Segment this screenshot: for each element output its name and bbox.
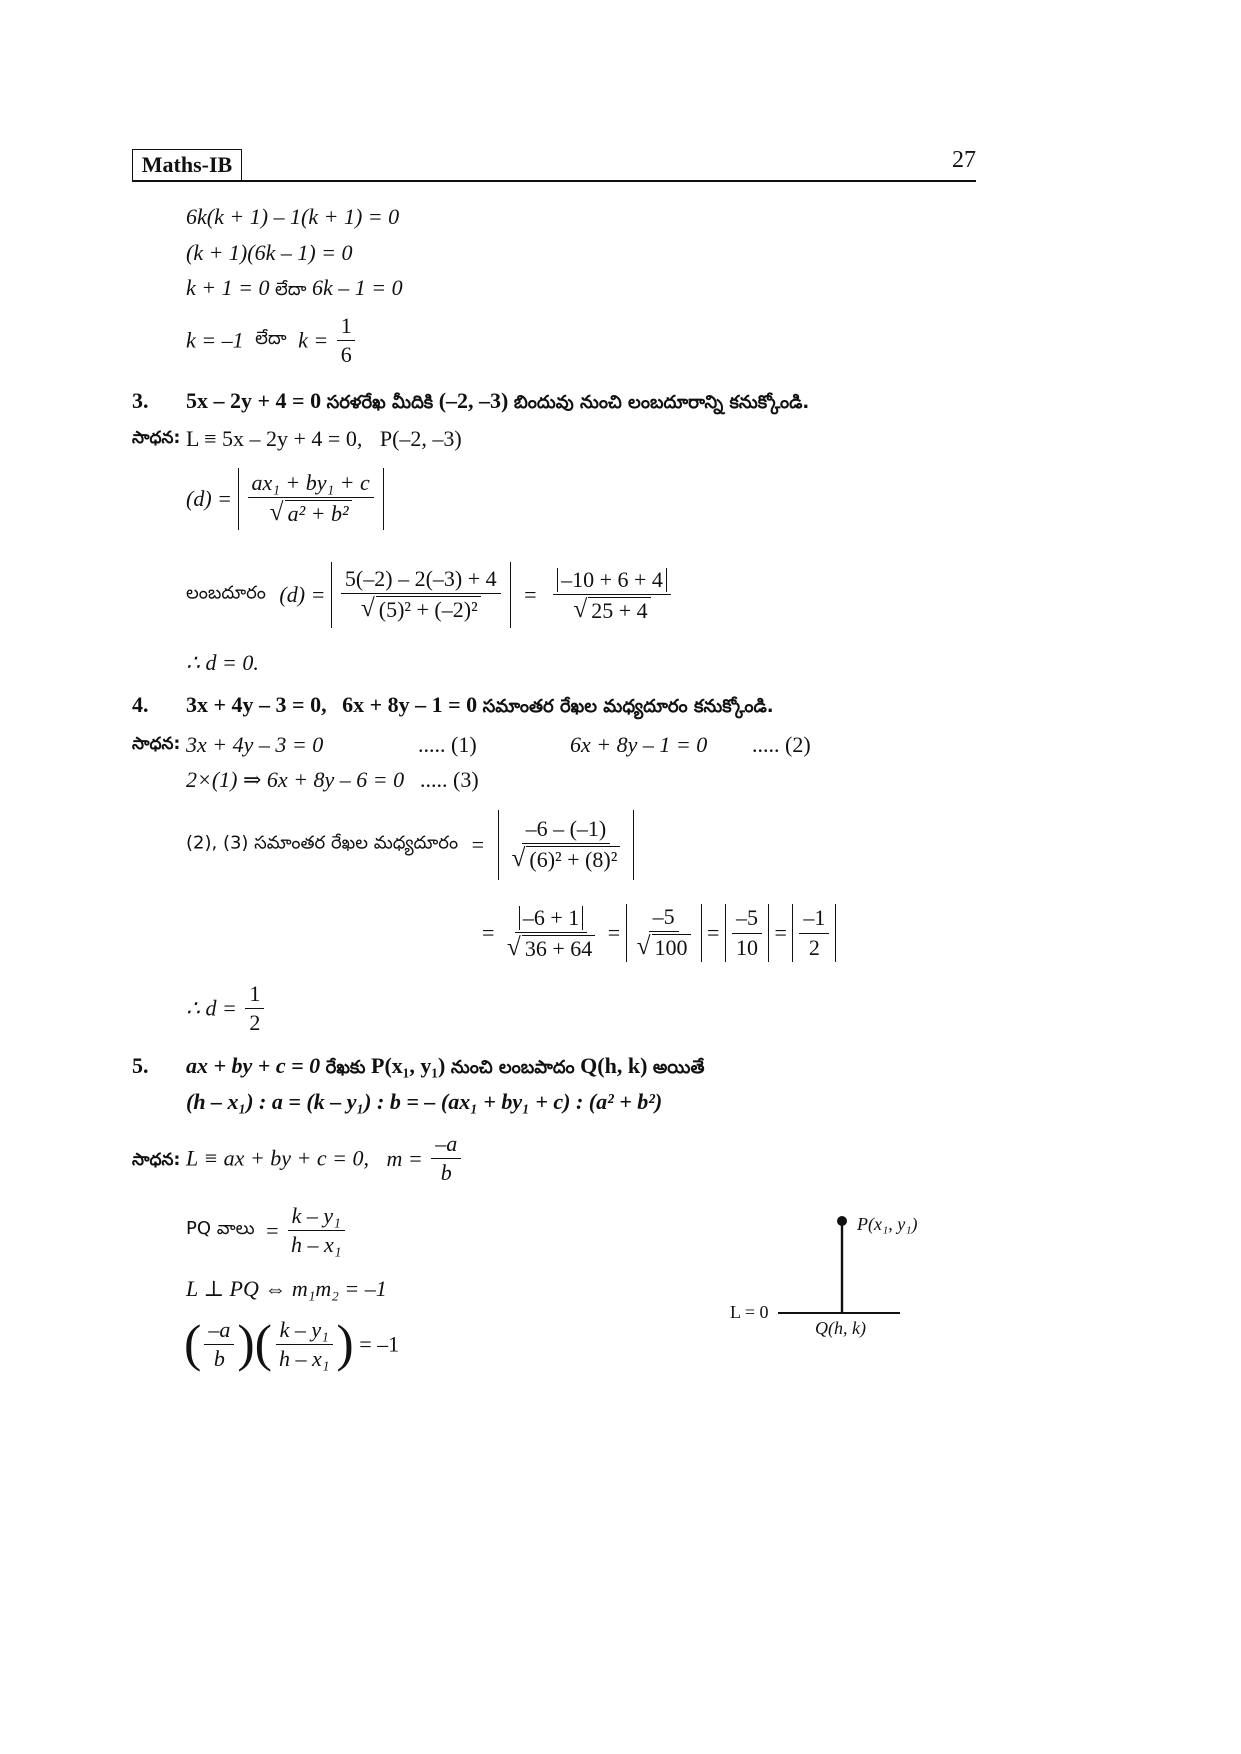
page-number: 27 (952, 147, 976, 173)
q3-equation: 5x – 2y + 4 = 0 (186, 388, 322, 413)
q3-distance-abs: 5(–2) – 2(–3) + 4 √ (5)² + (–2)² (331, 562, 511, 628)
q4-line-c: 2×(1) ⇒ 6x + 8y – 6 = 0 (186, 767, 405, 792)
q5-number: 5. (132, 1053, 149, 1078)
q4-number: 4. (132, 692, 149, 717)
q3-distance-label: లంబదూరం (186, 582, 266, 604)
q4-s2-num: –5 (649, 905, 679, 932)
eq-line-1: 6k(k + 1) – 1(k + 1) = 0 (186, 204, 400, 229)
q5-product: ( $\frac{-a}{b}$ )( $\frac{\text{k – y₁}}{\text{h – x₁}}$ ) = –1 (184, 1315, 400, 1373)
q4-s3-num: –5 (732, 906, 762, 933)
q4-distance-den: (6)² + (8)² (526, 846, 620, 872)
q4-s1-num: –6 + 1 (519, 906, 583, 930)
q5-prod-num2: k – y₁ (276, 1318, 333, 1345)
q5-perpendicular: L ⊥ PQ ⇔ m₁m₂ = –1 (186, 1276, 387, 1301)
diagram-line-label: L = 0 (730, 1302, 769, 1322)
q5-statement-line2: (h – x₁) : a = (k – y₁) : b = – (ax₁ + by₁ + c) : (a² + b²) (186, 1089, 663, 1114)
q4-s4-num: –1 (799, 906, 829, 933)
eq-line-3-or: లేదా (274, 279, 307, 300)
q5-slope-num: –a (431, 1132, 461, 1159)
q4-distance-label: (2), (3) సమాంతర రేఖల మధ్యదూరం (186, 832, 459, 854)
header-rule (132, 180, 976, 182)
q3-formula-den: a² + b² (285, 500, 352, 526)
q5-prod-num1: –a (204, 1318, 234, 1345)
q4-text: సమాంతర రేఖల మధ్యదూరం కనుక్కోండి. (482, 696, 774, 717)
q3-result: ∴ d = 0. (186, 650, 259, 675)
q4-result-den: 2 (249, 1010, 261, 1036)
q5-prod-rhs: = –1 (359, 1331, 400, 1357)
q4-result (186, 982, 267, 1035)
q5-statement (186, 1053, 704, 1082)
q3-text-a: సరళరేఖ మీదికి (326, 392, 434, 413)
q3-given-line: L ≡ 5x – 2y + 4 = 0, (186, 426, 363, 451)
q3-number: 3. (132, 388, 149, 413)
q4-result-lhs: ∴ d = (186, 995, 237, 1021)
q5-stmt-b: రేఖకు (325, 1057, 366, 1078)
q4-simplification: = –6 + 1 √ 36 + 64 = –5 √ 100 = $\frac{-5}{10}$ = $\frac{-1}{2}$ (482, 904, 836, 962)
q5-pq-den: h – x₁ (291, 1232, 342, 1258)
q3-formula-num: ax₁ + by₁ + c (248, 471, 374, 498)
q5-stmt-c: P(x₁, y₁) (371, 1053, 446, 1078)
eq-line-4 (186, 314, 359, 367)
q4-distance-eq: = (471, 832, 485, 857)
q4-s4-den: 2 (808, 934, 820, 960)
q3-text-b: బిందువు నుంచి లంబదూరాన్ని కనుక్కోండి. (513, 392, 810, 413)
q3-solution-label: సాధన: (132, 428, 181, 448)
q5-prod-den1: b (213, 1346, 225, 1372)
q5-pq-eq: = (266, 1217, 279, 1243)
q4-distance (186, 810, 634, 880)
q3-distance: లంబదూరం (d) = 5(–2) – 2(–3) + 4 √ (5)² + (–2)² = –10 + 6 + 4 √ 25 + 4 (186, 562, 674, 628)
q3-formula (186, 468, 384, 530)
q4-tag-1: ..... (1) (418, 732, 477, 757)
q5-prod-den2: h – x₁ (278, 1346, 330, 1372)
q3-given (186, 426, 462, 452)
q5-stmt-f: అయితే (652, 1057, 705, 1078)
eq-line-3-a: k + 1 = 0 (186, 275, 270, 300)
q5-stmt-e: Q(h, k) (580, 1053, 648, 1078)
q4-eq1: 3x + 4y – 3 = 0, (186, 692, 327, 717)
q5-given-line: L ≡ ax + by + c = 0, (186, 1145, 370, 1171)
diagram-point-label: P(x₁, y₁) (857, 1214, 918, 1234)
q4-tag-2: ..... (2) (752, 732, 811, 757)
q3-formula-abs: ax₁ + by₁ + c √ a² + b² (238, 468, 384, 530)
q5-slope-den: b (440, 1160, 452, 1186)
diagram-foot-label: Q(h, k) (815, 1318, 866, 1338)
q3-distance-den2: 25 + 4 (588, 597, 650, 623)
q5-pq-label: PQ వాలు (186, 1218, 255, 1240)
q3-statement (186, 388, 809, 417)
q4-s3-den: 10 (735, 934, 758, 960)
q4-distance-num: –6 – (–1) (522, 817, 611, 844)
q3-point: (–2, –3) (438, 388, 509, 413)
q4-line-b: 6x + 8y – 1 = 0 (570, 732, 708, 757)
header-title: Maths-IB (132, 149, 242, 181)
q5-solution-label: సాధన: (132, 1150, 181, 1170)
q3-distance-num: 5(–2) – 2(–3) + 4 (341, 567, 501, 594)
q3-distance-den: (5)² + (–2)² (376, 596, 481, 622)
eq-line-4-a: k = –1 (186, 327, 244, 353)
q5-given (186, 1132, 464, 1185)
eq-line-4-or: లేదా (255, 328, 287, 350)
q3-distance-lhs: (d) = (279, 582, 326, 607)
q5-stmt-d: నుంచి లంబపాదం (450, 1057, 575, 1078)
q3-distance-num2: –10 + 6 + 4 (557, 568, 667, 592)
q5-pq-num: k – y₁ (288, 1204, 345, 1231)
eq-line-3-b: 6k – 1 = 0 (311, 275, 403, 300)
q5-pq-slope (186, 1204, 348, 1257)
q4-distance-abs: –6 – (–1) √ (6)² + (8)² (498, 810, 635, 880)
q4-tag-3: ..... (3) (420, 767, 479, 792)
q4-solution-label: సాధన: (132, 734, 181, 754)
q4-result-num: 1 (245, 982, 264, 1009)
q4-s2-den: 100 (652, 934, 691, 960)
fraction-one-sixth: $\frac{1}{6}$ (337, 314, 356, 367)
eq-line-4-b: k = (298, 327, 329, 353)
eq-line-3 (186, 275, 403, 304)
q3-formula-lhs: (d) = (186, 486, 232, 511)
q4-line-a: 3x + 4y – 3 = 0 (186, 732, 324, 757)
q4-statement (186, 692, 774, 721)
eq-line-2: (k + 1)(6k – 1) = 0 (186, 240, 353, 265)
q4-s1-den: 36 + 64 (522, 935, 595, 961)
q3-given-point: P(–2, –3) (379, 426, 462, 451)
q4-eq2: 6x + 8y – 1 = 0 (342, 692, 478, 717)
q5-slope-lhs: m = (386, 1145, 423, 1171)
diagram-point-p (837, 1216, 847, 1226)
q5-stmt-a: ax + by + c = 0 (186, 1053, 321, 1078)
q3-distance-eq: = (524, 582, 537, 607)
